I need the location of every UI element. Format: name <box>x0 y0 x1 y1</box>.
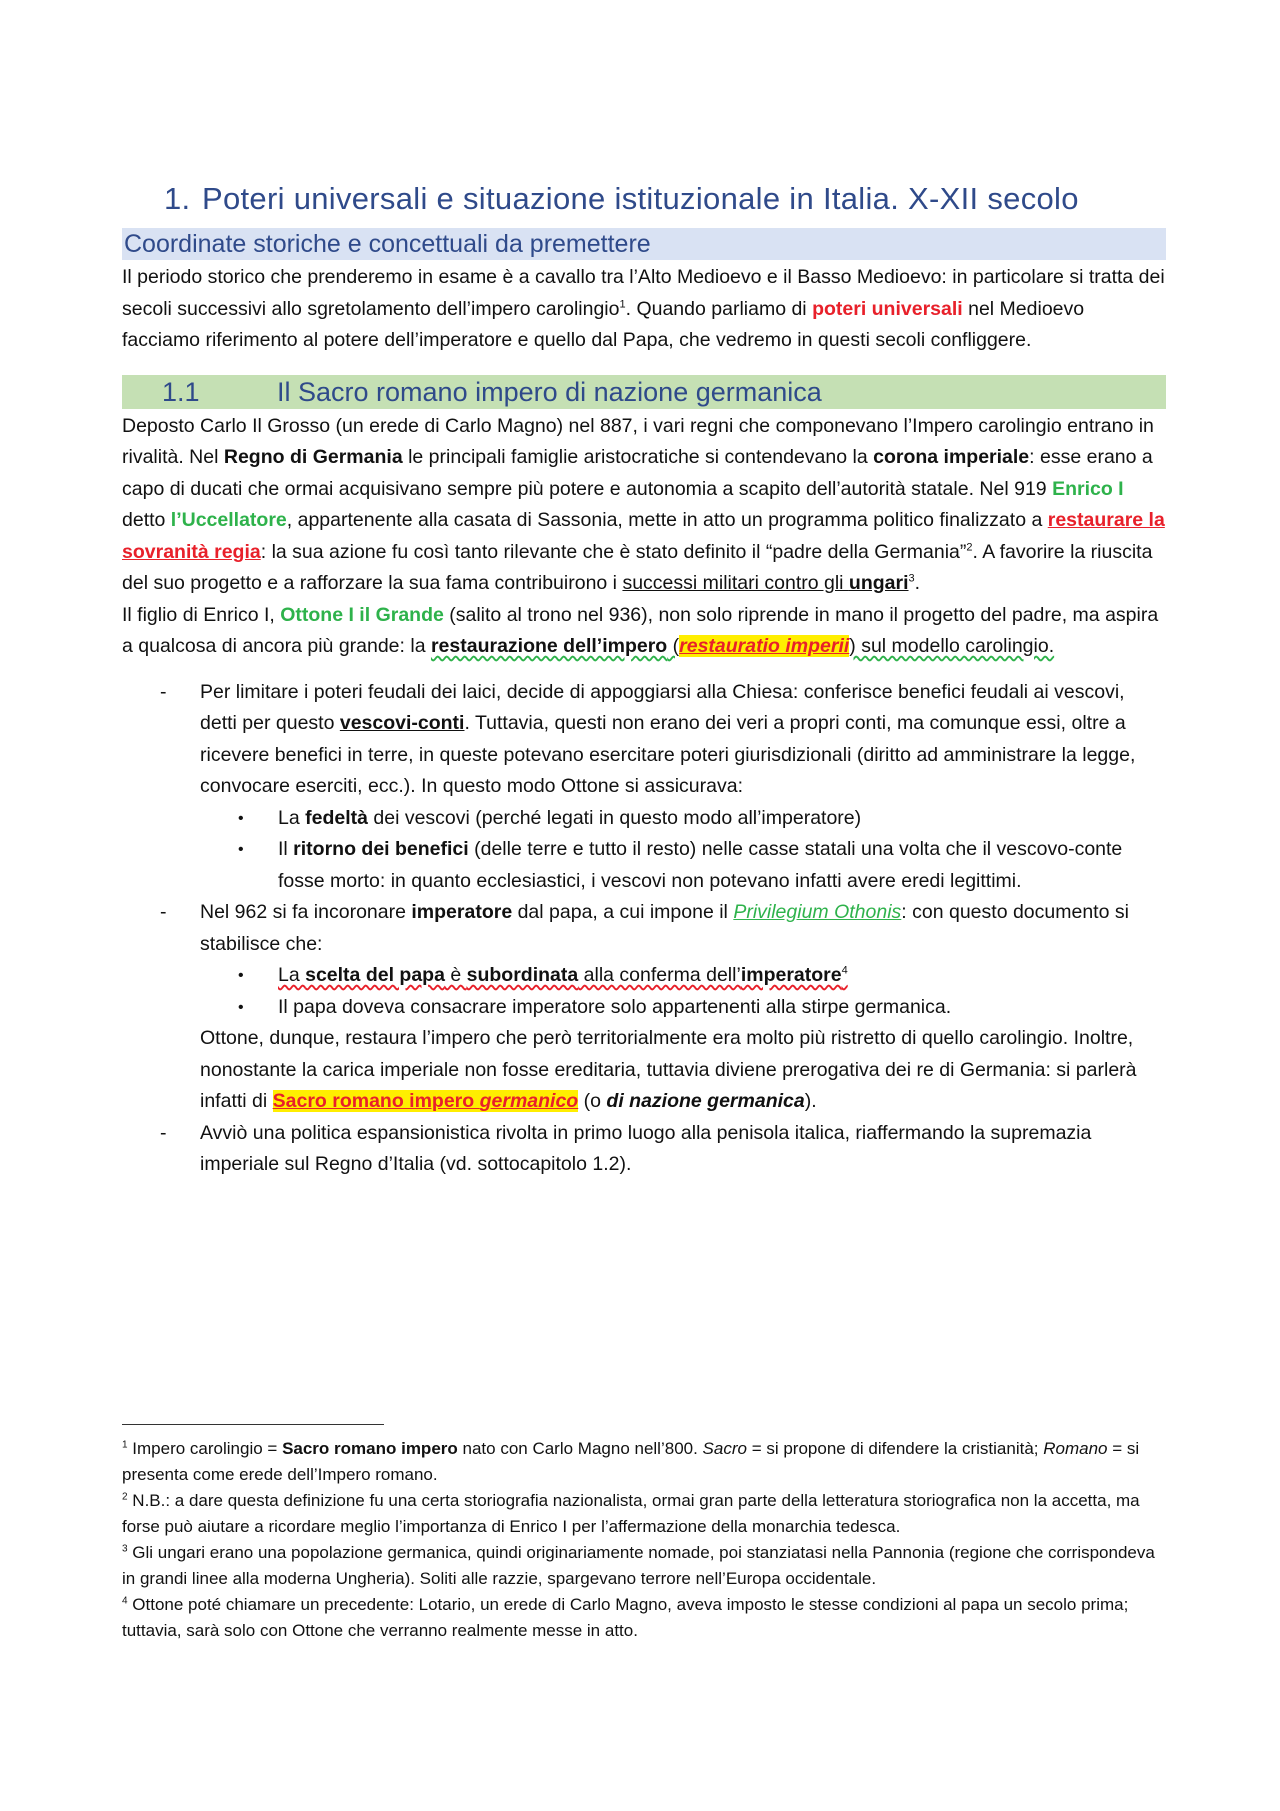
nazione-germanica-term: di nazione germanica <box>606 1090 805 1112</box>
text-run: , appartenente alla casata di Sassonia, mette in atto un programma politico finalizzato a <box>286 509 1048 531</box>
text-run: Ottone, dunque, restaura l’impero che però territorialmente era molto più ristretto di quello carolingio. Inoltre, nonostante la carica imperiale non fosse ereditaria, tuttavia diviene prerogativa dei re di Germania: si parlerà infatti di <box>200 1027 1137 1112</box>
footnotes <box>122 1436 1172 1644</box>
text-run: Sacro romano impero <box>272 1090 480 1112</box>
list-item-continuation <box>122 1023 1166 1118</box>
imperatore-term: imperatore <box>740 964 842 986</box>
uccellatore-term: l’Uccellatore <box>170 509 287 531</box>
dash-bullet: - <box>160 680 167 703</box>
text-run: Sacro <box>702 1439 747 1458</box>
text-run: nato con Carlo Magno nell’800. <box>457 1439 703 1458</box>
poteri-universali-term: poteri universali <box>812 297 963 320</box>
bullet-dot: • <box>238 998 244 1016</box>
text-run: N.B.: a dare questa definizione fu una certa storiografia nazionalista, ormai gran parte della letteratura storiografica non la accetta, ma forse può aiutare a ricordare meglio l’importanza di Enrico I per l’affermazione della monarchia tedesca. <box>122 1491 1140 1536</box>
sub-list-item <box>122 992 1166 1024</box>
footnote-number: 2 <box>122 1491 128 1503</box>
chapter-title: Poteri universali e situazione istituzionale in Italia. X-XII secolo <box>202 181 1079 216</box>
text-run: Romano <box>1043 1439 1108 1458</box>
scelta-papa-term: scelta del papa <box>305 964 445 986</box>
bullet-dot: • <box>238 841 244 858</box>
footnote-3 <box>122 1540 1172 1592</box>
footnote-1 <box>122 1436 1172 1488</box>
vescovi-conti-term: vescovi-conti <box>339 712 465 734</box>
text-run: le principali famiglie aristocratiche si contendevano la <box>402 446 874 468</box>
list-item <box>122 677 1166 803</box>
footnote-number: 4 <box>122 1595 128 1607</box>
text-run: Il <box>278 838 294 860</box>
text-run: successi militari contro gli <box>622 572 849 594</box>
bullet-dot: • <box>238 967 244 984</box>
list-item-text <box>200 897 1166 960</box>
policy-list <box>122 677 1166 1181</box>
text-run: . <box>914 572 921 594</box>
corona-imperiale-term: corona imperiale <box>873 446 1030 468</box>
ottone-term: Ottone I il Grande <box>280 603 444 626</box>
privilegium-othonis-term: Privilegium Othonis <box>733 901 902 923</box>
text-run: nel Medioevo facciamo riferimento al potere dell’imperatore e quello dal Papa, che vedremo in questi secoli confliggere. <box>122 297 1085 351</box>
fedelta-term: fedeltà <box>305 806 368 829</box>
text-run: dal papa, a cui impone il <box>512 901 734 923</box>
footnote-ref-1[interactable]: 1 <box>619 298 626 310</box>
text-run: Gli ungari erano una popolazione germanica, quindi originariamente nomade, poi stanziatasi nella Pannonia (regione che corrispondeva in grandi linee alla moderna Ungheria). Soliti alle razzie, spargevano terrore nell’Europa occidentale. <box>122 1543 1155 1588</box>
text-run: La <box>278 964 306 986</box>
imperatore-term: imperatore <box>411 901 513 923</box>
subsection-number: 1.1 <box>162 376 200 407</box>
document-body <box>122 178 1166 1181</box>
subordinata-term: subordinata <box>466 964 579 986</box>
sub-item-text <box>278 834 1166 897</box>
regno-germania-term: Regno di Germania <box>223 446 403 468</box>
text-run: = si presenta come erede dell’Impero romano. <box>122 1439 1140 1484</box>
sub-list-item <box>122 834 1166 897</box>
text-run: : esse erano a capo di ducati che ormai acquisivano sempre più potere e autonomia a scapito dell’autorità statale. Nel 919 <box>122 446 1153 500</box>
chapter-number: 1. <box>164 181 191 216</box>
text-run: = si propone di difendere la cristianità; <box>746 1439 1044 1458</box>
text-run: ( <box>667 635 680 657</box>
list-item <box>122 897 1166 960</box>
text-run: germanico <box>479 1090 579 1112</box>
text-run: Il figlio di Enrico I, <box>122 603 281 626</box>
text-run: La <box>278 806 306 829</box>
footnote-ref-3[interactable]: 3 <box>908 572 915 585</box>
bullet-dot: • <box>238 809 244 827</box>
footnote-4 <box>122 1592 1172 1644</box>
subsection-heading <box>122 375 1166 409</box>
restaurare-sovranita-term: restaurare la sovranità regia <box>122 509 1165 563</box>
text-run: Ottone poté chiamare un precedente: Lotario, un erede di Carlo Magno, aveva imposto le stesse condizioni al papa un secolo prima; tuttavia, sarà solo con Ottone che verranno realmente messe in atto. <box>122 1595 1129 1640</box>
list-item-text <box>200 677 1166 803</box>
text-run: alla conferma dell’ <box>578 964 741 986</box>
sub-list-item <box>122 803 1166 835</box>
sub-item-text <box>278 803 1166 835</box>
text-run: Deposto Carlo Il Grosso (un erede di Carlo Magno) nel 887, i vari regni che componevano l’Impero carolingio entrano in rivalità. Nel <box>122 414 1154 468</box>
footnote-separator <box>122 1424 384 1425</box>
dash-bullet: - <box>160 1121 167 1144</box>
text-run: Sacro romano impero <box>282 1439 458 1458</box>
section-heading: Coordinate storiche e concettuali da premettere <box>122 228 1166 260</box>
paragraph-ottone <box>122 600 1166 663</box>
list-item-text: Avviò una politica espansionistica rivolta in primo luogo alla penisola italica, riaffermando la supremazia imperiale sul Regno d’Italia (vd. sottocapitolo 1.2). <box>200 1121 1092 1175</box>
ungari-term: ungari <box>848 572 909 594</box>
intro-paragraph <box>122 262 1166 357</box>
text-run: è <box>444 964 467 986</box>
text-run: (salito al trono nel 936), non solo riprende in mano il progetto del padre, ma aspira a qualcosa di ancora più grande: la <box>122 603 1159 657</box>
sub-item-text: Il papa doveva consacrare imperatore solo appartenenti alla stirpe germanica. <box>278 995 952 1018</box>
text-run: Nel 962 si fa incoronare <box>200 901 412 923</box>
text-run: ). <box>804 1090 817 1112</box>
text-run: : la sua azione fu così tanto rilevante che è stato definito il “padre della Germania” <box>260 540 967 563</box>
text-run: : con questo documento si stabilisce che: <box>200 901 1129 955</box>
footnote-ref-2[interactable]: 2 <box>966 541 973 553</box>
restauratio-imperii-term: restauratio imperii <box>679 635 850 657</box>
dash-bullet: - <box>160 901 167 923</box>
text-run: (delle terre e tutto il resto) nelle casse statali una volta che il vescovo-conte fosse morto: in quanto ecclesiastici, i vescovi non potevano infatti avere eredi legittimi. <box>278 838 1123 892</box>
ritorno-benefici-term: ritorno dei benefici <box>293 838 469 860</box>
text-run: Per limitare i poteri feudali dei laici, decide di appoggiarsi alla Chiesa: conferisce benefici feudali ai vescovi, detti per questo <box>200 680 1125 734</box>
footnote-number: 1 <box>122 1439 128 1451</box>
text-run: dei vescovi (perché legati in questo modo all’imperatore) <box>367 806 862 829</box>
text-run: Il periodo storico che prenderemo in esame è a cavallo tra l’Alto Medioevo e il Basso Medioevo: in particolare si tratta dei secoli successivi allo sgretolamento dell’impero carolingio <box>122 266 1165 320</box>
footnote-2 <box>122 1488 1172 1540</box>
paragraph-enrico <box>122 411 1166 600</box>
footnote-number: 3 <box>122 1543 128 1555</box>
chapter-heading <box>164 178 1166 220</box>
list-item <box>122 1118 1166 1181</box>
sub-list-item <box>122 960 1166 992</box>
text-run: Impero carolingio = <box>127 1439 283 1458</box>
text-run: (o <box>578 1090 607 1112</box>
sacro-romano-impero-term <box>273 1090 579 1112</box>
text-run: ) sul modello carolingio. <box>849 635 1055 657</box>
text-run: . Quando parliamo di <box>625 297 813 320</box>
restaurazione-impero-term: restaurazione dell’impero <box>430 635 668 657</box>
text-run: detto <box>122 509 171 531</box>
subsection-title: Il Sacro romano impero di nazione germanica <box>277 376 822 407</box>
enrico-term: Enrico I <box>1052 477 1124 500</box>
text-run: . A favorire la riuscita del suo progetto e a rafforzare la sua fama contribuirono i <box>122 540 1153 594</box>
sub-item-text <box>278 960 1166 992</box>
text-run: . Tuttavia, questi non erano dei veri a propri conti, ma comunque essi, oltre a ricevere benefici in terre, in queste potevano esercitare poteri giurisdizionali (diritto ad amministrare la legge, convocare eserciti, ecc.). In questo modo Ottone si assicurava: <box>200 712 1136 797</box>
footnote-ref-4[interactable]: 4 <box>841 964 848 977</box>
successi-militari-term <box>622 572 908 594</box>
